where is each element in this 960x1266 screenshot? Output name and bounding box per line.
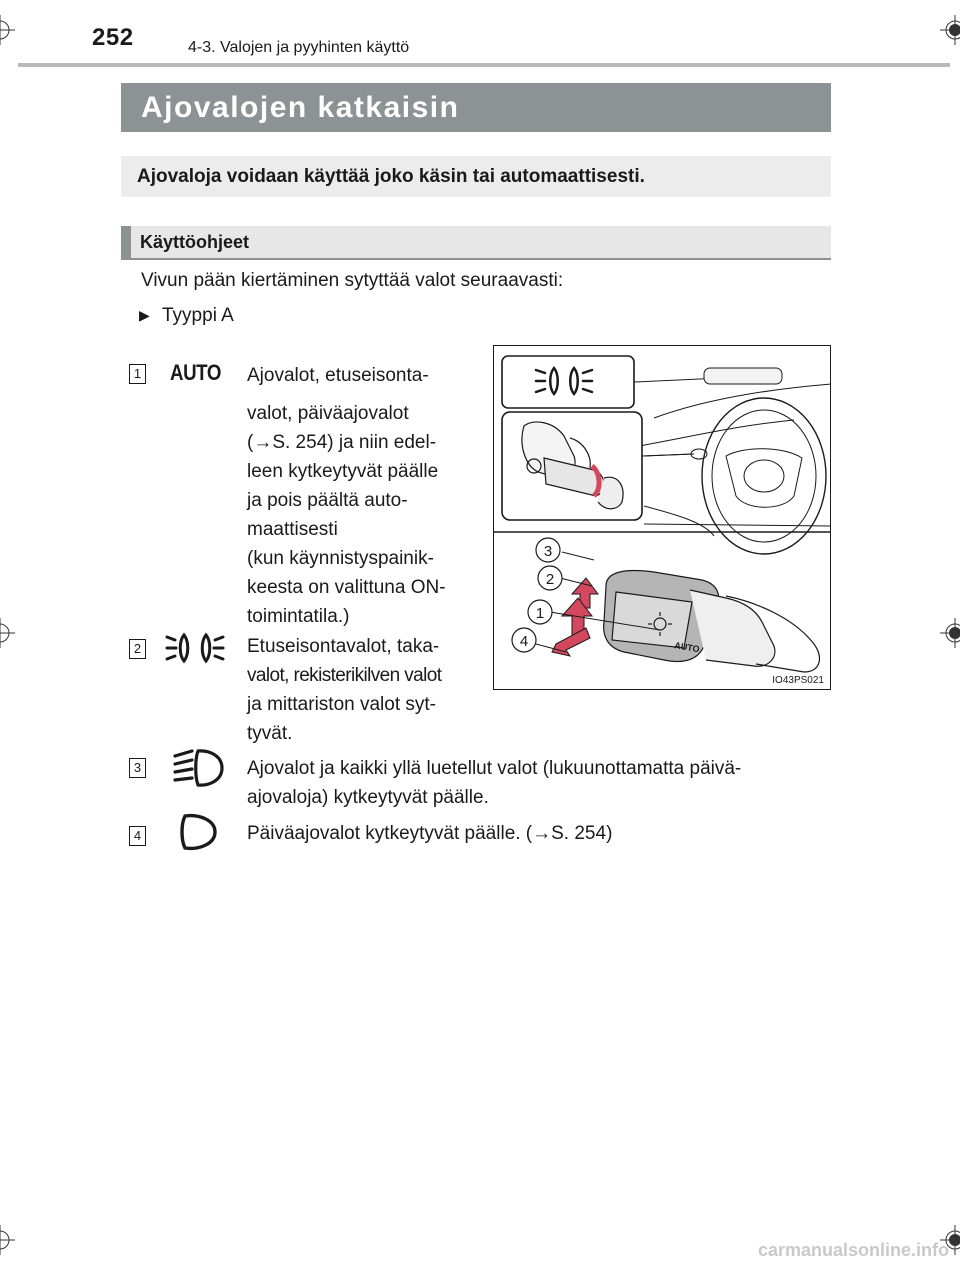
headlight-switch-figure <box>493 345 831 690</box>
subsection-heading <box>121 226 831 260</box>
subsection-title: Käyttöohjeet <box>140 232 250 252</box>
text-line: (→S. 254) ja niin edel- <box>247 432 437 453</box>
lead-paragraph: Vivun pään kiertäminen sytyttää valot seuraavasti: <box>141 270 564 291</box>
switch-auto-label: AUTO <box>673 640 701 655</box>
item-description <box>247 361 475 390</box>
text-line: Ajovalot, etuseisonta- <box>247 365 429 386</box>
drl-icon <box>175 812 221 852</box>
item-number-badge: 1 <box>129 364 146 384</box>
crop-mark-bottom-left <box>0 1225 15 1255</box>
crop-mark-top-left <box>0 15 15 45</box>
item-number-badge: 2 <box>129 639 146 659</box>
text-line: ja pois päältä auto- <box>247 490 408 511</box>
callout-2: 2 <box>545 571 555 588</box>
side-marker-lamp-icon <box>163 630 227 666</box>
heading-accent-bar <box>121 226 131 260</box>
item-description <box>247 754 837 812</box>
page-title: Ajovalojen katkaisin <box>141 91 460 124</box>
item-number-badge: 3 <box>129 758 146 778</box>
text-line: Päiväajovalot kytkeytyvät päälle. (→S. 254) <box>247 823 613 844</box>
text-line: tyvät. <box>247 723 293 744</box>
text-line: maattisesti <box>247 519 338 540</box>
header-divider <box>18 63 950 67</box>
text-line: (kun käynnistyspainik- <box>247 548 434 569</box>
headlamp-icon <box>172 747 228 789</box>
item-description-continued <box>247 399 475 631</box>
item-description <box>247 632 475 748</box>
item-number-badge: 4 <box>129 826 146 846</box>
text-line: toimintatila.) <box>247 606 350 627</box>
intro-text: Ajovaloja voidaan käyttää joko käsin tai automaattisesti. <box>137 166 645 187</box>
text-line: ja mittariston valot syt- <box>247 694 436 715</box>
callout-3: 3 <box>543 543 553 560</box>
illustration <box>494 346 831 690</box>
intro-box <box>121 156 831 197</box>
auto-icon: AUTO <box>170 360 221 385</box>
item-description <box>247 819 837 848</box>
text-line: leen kytkeytyvät päälle <box>247 461 439 482</box>
text-line: keesta on valittuna ON- <box>247 577 446 598</box>
section-breadcrumb: 4-3. Valojen ja pyyhinten käyttö <box>188 39 410 56</box>
text-line: Ajovalot ja kaikki yllä luetellut valot (lukuunottamatta päivä- <box>247 758 742 779</box>
text-line: valot, rekisterikilven valot <box>247 665 442 686</box>
crop-mark-mid-right <box>940 618 960 648</box>
crop-mark-mid-left <box>0 618 15 648</box>
title-banner <box>121 83 831 132</box>
type-label: Tyyppi A <box>162 305 234 326</box>
text-line: Etuseisontavalot, taka- <box>247 636 440 657</box>
callout-1: 1 <box>535 605 545 622</box>
watermark: carmanualsonline.info <box>758 1240 950 1260</box>
crop-mark-top-right <box>940 15 960 45</box>
figure-callouts <box>512 538 562 652</box>
text-line: valot, päiväajovalot <box>247 403 409 424</box>
triangle-bullet-icon: ▶ <box>139 307 150 323</box>
page-number: 252 <box>92 24 134 51</box>
text-line: ajovaloja) kytkeytyvät päälle. <box>247 787 489 808</box>
callout-4: 4 <box>519 633 529 650</box>
figure-code: IO43PS021 <box>772 675 824 686</box>
